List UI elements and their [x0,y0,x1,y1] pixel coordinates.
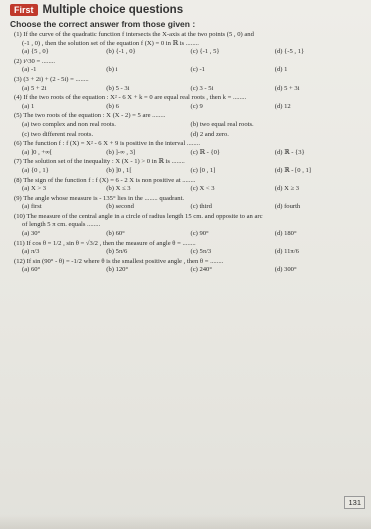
question-stem-continued: (-1 , 0) , then the solution set of the equation f (X) = 0 in ℝ is ........ [22,39,199,47]
answer-options [10,103,359,112]
answer-option[interactable]: (c) -1 [190,66,205,74]
answer-option[interactable]: (b) 5 - 3i [106,84,130,92]
answer-options [10,66,359,75]
question-item [10,58,359,75]
answer-options [10,121,359,130]
answer-option[interactable]: (a) π/3 [22,248,40,256]
answer-option[interactable]: (c) 3 - 5i [190,84,214,92]
section-badge: First [10,4,38,16]
answer-option[interactable]: (a) 1 [22,102,35,110]
answer-options [10,85,359,94]
answer-option[interactable]: (b) 6 [106,102,119,110]
question-stem: (6) The function f : f (X) = X² - 6 X + 9 is positive in the interval ........ [14,140,201,148]
answer-option[interactable]: (c) third [190,203,212,211]
answer-option[interactable]: (c) 240° [190,266,212,274]
answer-option[interactable]: (b) ]0 , 1[ [106,166,132,174]
answer-option[interactable]: (c) [0 , 1] [190,166,216,174]
question-stem: (11) If cos θ = 1/2 , sin θ = √3/2 , then the measure of angle θ = ........ [14,239,196,247]
answer-option[interactable]: (a) 30° [22,230,41,238]
answer-option[interactable]: (b) {-1 , 0} [106,48,136,56]
question-stem: (3) (3 + 2i) + (2 - 5i) = ........ [14,75,89,83]
answer-options [10,48,359,57]
answer-option[interactable]: (d) X ≥ 3 [274,185,300,193]
answer-option[interactable]: (d) 2 and zero. [190,130,229,138]
answer-option[interactable]: (c) 9 [190,102,203,110]
question-stem: (7) The solution set of the inequality : X (X - 1) > 0 in ℝ is ........ [14,158,185,166]
page-number: 131 [344,496,365,509]
answer-option[interactable]: (d) fourth [274,203,301,211]
answer-option[interactable]: (a) ]0 , +∞[ [22,148,53,156]
answer-option[interactable]: (d) ℝ - [0 , 1] [274,166,311,174]
answer-options [10,203,359,212]
answer-options [10,167,359,176]
answer-options [10,131,359,140]
question-item [10,112,359,139]
answer-option[interactable]: (b) i [106,66,118,74]
answer-options [10,230,359,239]
answer-option[interactable]: (a) -1 [22,66,37,74]
answer-options [10,266,359,275]
question-item [10,31,359,57]
question-item [10,195,359,212]
question-stem: (9) The angle whose measure is - 135° lies in the ........ quadrant. [14,194,185,202]
question-stem: (10) The measure of the central angle in a circle of radius length 15 cm. and opposite to an arc [14,212,263,220]
answer-option[interactable]: (a) {5 , 0} [22,48,49,56]
answer-option[interactable]: (b) X ≤ 3 [106,185,131,193]
answer-option[interactable]: (c) two different real roots. [22,130,94,138]
answer-option[interactable]: (b) 5π/6 [106,248,128,256]
question-stem: (1) If the curve of the quadratic function f intersects the X-axis at the two points (5 , 0) and [14,31,254,38]
question-item [10,213,359,239]
question-stem: (12) If sin (90° - θ) = -1/2 where θ is the smallest positive angle , then θ = ........ [14,257,224,265]
answer-option[interactable]: (c) ℝ - {0} [190,148,221,156]
question-stem: (4) If the two roots of the equation : X² - 6 X + k = 0 are equal real roots , then k = ........ [14,94,247,102]
answer-option[interactable]: (c) 5π/3 [190,248,212,256]
question-stem: (5) The two roots of the equation : X (X - 2) = 5 are ........ [14,112,166,120]
question-item [10,94,359,111]
answer-option[interactable]: (d) ℝ - {3} [274,148,305,156]
question-item [10,76,359,93]
answer-options [10,185,359,194]
question-item [10,158,359,175]
answer-option[interactable]: (b) 120° [106,266,129,274]
instruction-text: Choose the correct answer from those given : [10,19,196,29]
question-item [10,177,359,194]
answer-option[interactable]: (b) 60° [106,230,125,238]
answer-option[interactable]: (a) first [22,203,42,211]
question-stem: (8) The sign of the function f : f (X) = 6 - 2 X is non positive at ........ [14,176,196,184]
answer-option[interactable]: (a) X > 3 [22,185,47,193]
page-edge-shadow [0,515,371,529]
question-list [10,31,359,275]
question-item [10,240,359,257]
answer-options [10,248,359,257]
answer-option[interactable]: (a) {0 , 1} [22,166,49,174]
answer-option[interactable]: (b) ]-∞ , 3] [106,148,136,156]
question-stem: (2) i^30 = ........ [14,57,56,65]
answer-option[interactable]: (d) 11π/6 [274,248,299,256]
answer-option[interactable]: (c) X < 3 [190,185,215,193]
answer-option[interactable]: (d) 1 [274,66,288,74]
answer-option[interactable]: (d) 300° [274,266,297,274]
answer-option[interactable]: (d) 12 [274,102,291,110]
question-stem-continued: of length 5 π cm. equals ........ [22,221,101,229]
answer-options [10,149,359,158]
answer-option[interactable]: (a) 60° [22,266,41,274]
answer-option[interactable]: (a) 5 + 2i [22,84,47,92]
answer-option[interactable]: (d) 180° [274,230,297,238]
answer-option[interactable]: (c) {-1 , 5} [190,48,220,56]
answer-option[interactable]: (b) two equal real roots. [190,120,254,128]
question-item [10,140,359,157]
answer-option[interactable]: (b) second [106,203,134,211]
answer-option[interactable]: (c) 90° [190,230,209,238]
section-header [10,4,359,16]
section-title: Multiple choice questions [42,4,184,16]
answer-option[interactable]: (d) {-5 , 1} [274,48,305,56]
answer-option[interactable]: (d) 5 + 3i [274,84,300,92]
answer-option[interactable]: (a) two complex and non real roots. [22,120,116,128]
question-item [10,258,359,275]
